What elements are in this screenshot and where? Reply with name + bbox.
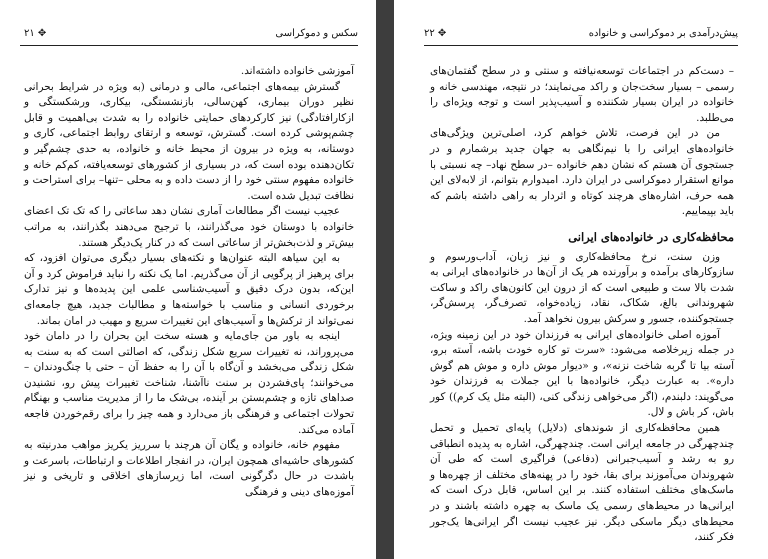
- section-heading: محافظه‌کاری در خانواده‌های ایرانی: [568, 229, 734, 244]
- right-page-number: ✥ ۲۲: [424, 28, 447, 39]
- paragraph: اینجه به باور من جای‌مایه و هسته سخت این بحران را در دامان خود می‌پروراند، نه تغییرات سریع شکل زندگی، که اصالتی است که به سنت به شکل زندگی می‌بخشد و آن‌گاه با آن را به حفظ آن – حتی با چنگ‌ودندان – می‌خوانند؛ پای‌فشردن بر سنت ناآشنا، شناخت تغییرات پیش رو، نشنیدن صداهای تازه و چشم‌بستن بر آینده، بی‌شک ما را از مدیریت مناسب و بهنگام تحولات اجتماعی و فرهنگی باز می‌دارد و همه چیز را برای رقم‌خوردن فاجعه آماده می‌کند.: [24, 330, 354, 436]
- paragraph: آموزشی خانواده داشته‌اند.: [240, 65, 354, 77]
- book-gutter: [376, 0, 394, 559]
- paragraph: مفهوم خانه، خانواده و یگان آن هرچند با سرریز یکریز مواهب مدرنیته به کشورهای حاشیه‌ای همچون ایران، در انفجار اطلاعات و ارتباطات، باسرعت و باشدت در حال دگرگونی است، اما زیرسازهای اخلاقی و تاریخی و نیز آموزه‌های دینی و فرهنگی: [24, 439, 354, 499]
- paragraph: به این سیاهه البته عنوان‌ها و نکته‌های بسیار دیگری می‌توان افزود، که برای پرهیز از پرگویی از آن می‌گذریم. اما یک نکته را نباید فراموش کرد و آن این‌که، بدون درک دقیق و آسیب‌شناسی علمی این پدیده‌ها و نیز تدارک برخوردی انسانی و مناسب با خواسته‌ها و مطالبات جدید، هیچ جامعه‌ای نمی‌تواند از ترکش‌ها و آسیب‌های این تغییرات سریع و مهیب در امان بماند.: [24, 252, 354, 327]
- left-running-header: [24, 28, 358, 44]
- paragraph: همین محافظه‌کاری از شوندهای (دلایل) پایه‌ای تحمیل و تحمل چندچهرگی در جامعه ایرانی است. چندچهرگی، اشاره به پدیده انطباقی رو به رشد و آسیب‌جبرانی (دفاعی) فراگیری است که طی آن شهروندان می‌آموزند برای بقا، خود را در پهنه‌های مختلف از چهره‌ها و ماسک‌های مختلف استفاده کنند. بر این اساس، قابل درک است که ایرانی‌ها در محیط‌های رسمی یک ماسک به چهره داشته باشند و در محیط‌های دیگر ماسکی دیگر. نیز عجیب نیست اگر ایرانی‌ها یک‌جور فکر کنند،: [430, 422, 734, 544]
- paragraph: عجیب نیست اگر مطالعات آماری نشان دهد ساعاتی را که تک تک اعضای خانواده با دوستان خود می‌گذرانند، با ترجیح می‌دهند بگذرانند، به مراتب بیش‌تر و لذت‌بخش‌تر از ساعاتی است که در کنار یک‌دیگر هستند.: [24, 205, 354, 249]
- right-header-rule: [424, 45, 738, 46]
- left-book-title: سکس و دموکراسی: [275, 28, 358, 39]
- paragraph: گسترش بیمه‌های اجتماعی، مالی و درمانی (به ویژه در شرایط بحرانی نظیر دوران بیماری، کهن‌سالی، بازنشستگی، بیکاری، ورشکستگی و ازکارافتادگی) نیز کارکردهای حمایتی خانواده را به شدت بی‌اهمیت و قابل چشم‌پوشی کرده است. گسترش، توسعه و ارتقای روابط اجتماعی، کاری و دوستانه، به ویژه در بیرون از محیط خانه و خانواده، به حدی چشم‌گیر و تکان‌دهنده بوده است که، در بسیاری از کشورهای توسعه‌یافته، کم‌کم خانه و خانواده مفهوم سنتی خود را از دست داده و به محلی –تنها– برای استراحت و نظافت تبدیل شده است.: [24, 80, 354, 202]
- paragraph: – دست‌کم در اجتماعات توسعه‌نیافته و سنتی و در سطح گفتمان‌های رسمی – بسیار سخت‌جان و راکد می‌نمایند؛ در نتیجه، مهندسی خانه و خانواده در ایران بسیار شکننده و آسیب‌پذیر است و توجه ویژه‌ای را می‌طلبد.: [430, 65, 734, 124]
- left-page-number: ✥ ۲۱: [24, 28, 47, 39]
- left-header-rule: [20, 45, 358, 46]
- paragraph: من در این فرصت، تلاش خواهم کرد، اصلی‌ترین ویژگی‌های خانواده‌های ایرانی را با نیم‌نگاهی به جهان جدید برشمارم و در جستجوی آن هستم که نشان دهم خانواده –در سطح نهاد– چه نسبتی با موانع استقرار دموکراسی در ایران دارد. امیدوارم بتوانم، از لابه‌لای این همه حرف، اشاره‌های هرچند کوتاه و اثر‌دار به راهی داشته باشم که باید بپیماییم.: [430, 127, 734, 218]
- paragraph: آموزه اصلی خانواده‌های ایرانی به فرزندان خود در این زمینه ویژه، در جمله زیرخلاصه می‌شود: «سرت تو کاره خودت باشه، آسته برو، آسته بیا تا گربه شاخت نزنه»، و «دیوار موش داره و موش هم گوش داره». به عبارت دیگر، خانواده‌ها با این جملات به فرزندان خود می‌گویند: دلبندم، (اگر می‌خواهی زندگی کنی، (البته مثل یک کرم)) کور باش، کر باش و لال.: [430, 328, 734, 419]
- right-chapter-title: پیش‌درآمدی بر دموکراسی و خانواده: [588, 28, 738, 39]
- right-page: [394, 0, 768, 559]
- left-page: [0, 0, 376, 559]
- left-body-text: [24, 64, 354, 501]
- paragraph: وزن سنت، نرخ محافظه‌کاری و نیز زبان، آداب‌ورسوم و سازوکارهای برآمده و برآورنده هر یک از آن‌ها در خانواده‌های ایرانی به شدت بالا ست و طبیعی است که از درون این کانون‌های راکد و ساکت شهروندانی بالغ، شکاک، نقاد، زیاده‌خواه، تصرف‌گر، پرسش‌گر، جستجوکننده، جسور و سرکش بیرون نخواهد آمد.: [430, 250, 734, 325]
- right-running-header: [424, 28, 738, 44]
- right-body-text: [430, 64, 734, 546]
